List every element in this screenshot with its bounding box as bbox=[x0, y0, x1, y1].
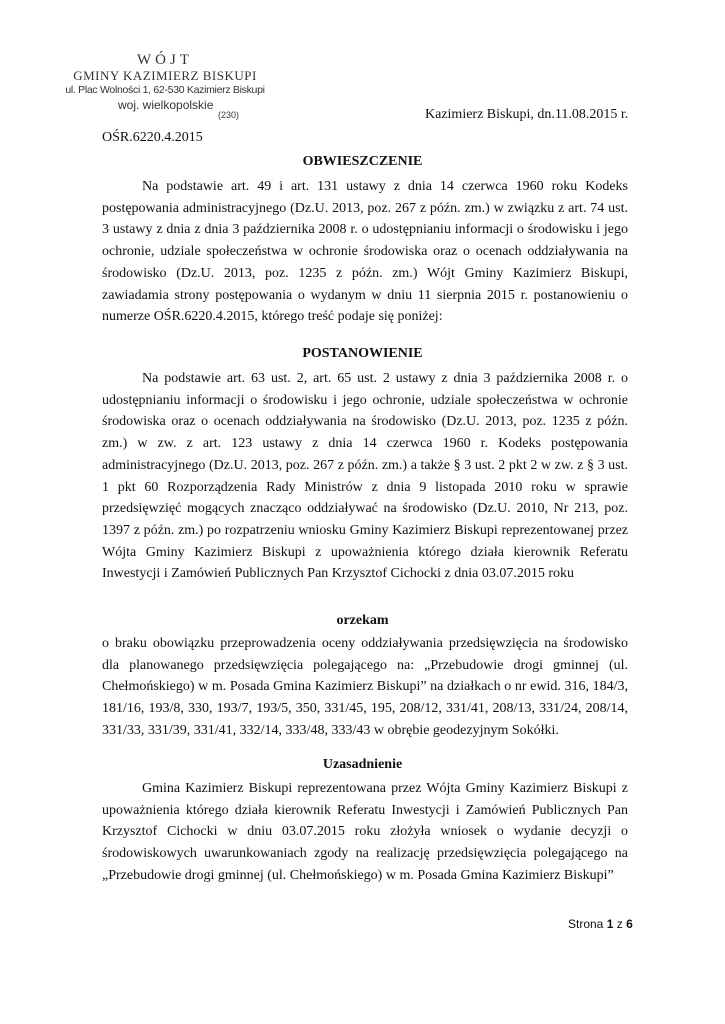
paragraph-postanowienie bbox=[102, 368, 628, 585]
stamp-office: GMINY KAZIMIERZ BISKUPI bbox=[73, 68, 257, 83]
stamp-region: woj. wielkopolskie bbox=[118, 98, 214, 112]
page-current: 1 bbox=[606, 917, 614, 931]
page-word: Strona bbox=[568, 917, 604, 931]
postanowienie-text: Na podstawie art. 63 ust. 2, art. 65 ust. 2 ustawy z dnia 3 października 2008 r. o udostępnianiu informacji o środowisku i jego ochronie, udziale społeczeństwa w ochronie środowiska oraz o ocenach oddziaływania na środowisko (Dz.U. 2013, poz. 1235 z późn. zm.) w zw. z art. 123 ustawy z dnia 14 czerwca 1960 r. Kodeks postępowania administracyjnego (Dz.U. 2013, poz. 267 z późn. zm.) a także § 3 ust. 2 pkt 2 w zw. z § 3 ust. 1 pkt 60 Rozporządzenia Rady Ministrów z dnia 9 listopada 2010 roku w sprawie przedsięwzięć mogących znacząco oddziaływać na środowisko (Dz.U. 2010, Nr 213, poz. 1397 z późn. zm.) po rozpatrzeniu wniosku Gminy Kazimierz Biskupi reprezentowanej przez Wójta Gminy Kazimierz Biskupi z upoważnienia którego działa kierownik Referatu Inwestycji i Zamówień Publicznych Pan Krzysztof Cichocki z dnia 03.07.2015 roku bbox=[102, 371, 628, 582]
obwieszczenie-text: Na podstawie art. 49 i art. 131 ustawy z dnia 14 czerwca 1960 roku Kodeks postępowania administracyjnego (Dz.U. 2013, poz. 267 z późn. zm.) w związku z art. 74 ust. 3 ustawy z dnia z dnia 3 października 2008 r. o udostępnianiu informacji o środowisku i jego ochronie, udziale społeczeństwa w ochronie środowiska oraz o ocenach oddziaływania na środowisko (Dz.U. 2013, poz. 1235 z późn. zm.) Wójt Gminy Kazimierz Biskupi, zawiadamia strony postępowania o wydanym w dniu 11 sierpnia 2015 r. postanowieniu o numerze OŚR.6220.4.2015, którego treść podaje się poniżej: bbox=[102, 179, 628, 325]
office-stamp bbox=[60, 52, 270, 120]
heading-uzasadnienie: Uzasadnienie bbox=[322, 757, 403, 772]
page-total: 6 bbox=[626, 917, 633, 931]
heading-orzekam: orzekam bbox=[336, 613, 389, 628]
reference-number: OŚR.6220.4.2015 bbox=[102, 130, 203, 145]
page-separator: z bbox=[616, 917, 623, 931]
orzekam-text: o braku obowiązku przeprowadzenia oceny oddziaływania przedsięwzięcia na środowisko dla planowanego przedsięwzięcia polegającego na: „Przebudowie drogi gminnej (ul. Chełmońskiego) w m. Posada Gmina Kazimierz Biskupi” na działkach o nr ewid. 316, 184/3, 181/16, 193/8, 330, 193/7, 193/5, 350, 331/45, 195, 208/12, 331/41, 208/13, 331/24, 208/14, 331/33, 331/39, 331/41, 332/14, 333/48, 333/43 w obrębie geodezyjnym Sokółki. bbox=[102, 636, 628, 738]
stamp-title: WÓJT bbox=[137, 52, 193, 68]
place-date: Kazimierz Biskupi, dn.11.08.2015 r. bbox=[425, 107, 629, 122]
page-counter bbox=[568, 917, 633, 931]
heading-postanowienie: POSTANOWIENIE bbox=[302, 346, 423, 361]
paragraph-orzekam bbox=[102, 633, 628, 742]
paragraph-obwieszczenie bbox=[102, 176, 628, 328]
stamp-code: (230) bbox=[218, 110, 240, 120]
paragraph-uzasadnienie bbox=[102, 778, 628, 887]
heading-obwieszczenie: OBWIESZCZENIE bbox=[302, 154, 423, 169]
uzasadnienie-text: Gmina Kazimierz Biskupi reprezentowana przez Wójta Gminy Kazimierz Biskupi z upoważnienia którego działa kierownik Referatu Inwestycji i Zamówień Publicznych Pan Krzysztof Cichocki w dniu 03.07.2015 roku złożyła wniosek o wydanie decyzji o środowiskowych uwarunkowaniach zgody na realizację przedsięwzięcia polegającego na „Przebudowie drogi gminnej (ul. Chełmońskiego) w m. Posada Gmina Kazimierz Biskupi” bbox=[102, 781, 628, 883]
stamp-address: ul. Plac Wolności 1, 62-530 Kazimierz Biskupi bbox=[65, 84, 265, 96]
